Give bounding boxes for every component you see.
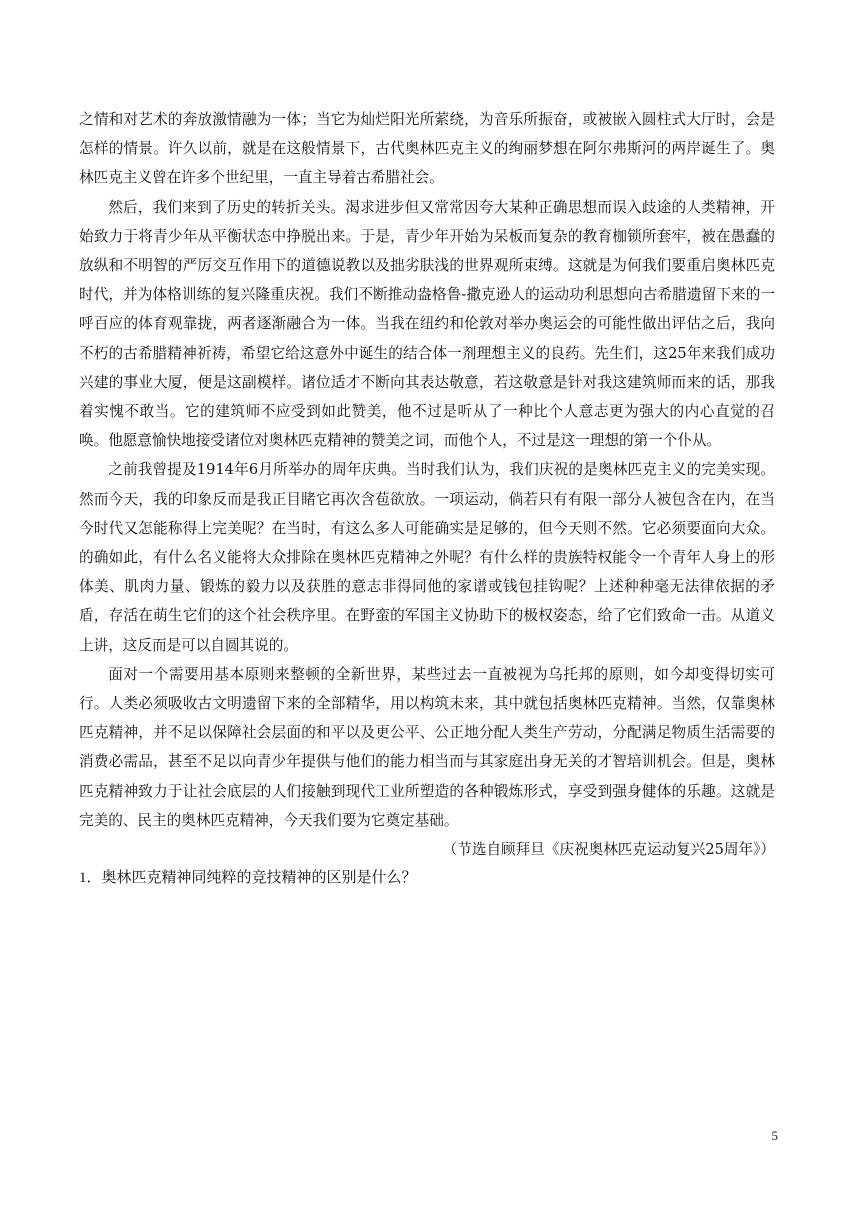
question-1: 1．奥林匹克精神同纯粹的竞技精神的区别是什么？ bbox=[79, 870, 417, 887]
paragraph-1: 之情和对艺术的奔放激情融为一体；当它为灿烂阳光所萦绕，为音乐所振奋，或被嵌入圆柱式大厅时，会是怎样的情景。许久以前，就是在这般情景下，古代奥林匹克主义的绚丽梦想在阿尔弗斯河的两岸诞生了。奥林匹克主义曾在许多个世纪里，一直主导着古希腊社会。 bbox=[79, 111, 775, 187]
paragraph-2: 然后，我们来到了历史的转折关头。渴求进步但又常常因夸大某种正确思想而误入歧途的人类精神，开始致力于将青少年从平衡状态中挣脱出来。于是，青少年开始为呆板而复杂的教育枷锁所套牢，被在愚蠢的放纵和不明智的严厉交互作用下的道德说教以及拙劣肤浅的世界观所束缚。这就是为何我们要重启奥林匹克时代，并为体格训练的复兴隆重庆祝。我们不断推动盎格鲁-撒克逊人的运动功利思想向古希腊遗留下来的一呼百应的体育观靠拢，两者逐渐融合为一体。当我在纽约和伦敦对举办奥运会的可能性做出评估之后，我向不朽的古希腊精神祈祷，希望它给这意外中诞生的结合体一剂理想主义的良药。先生们，这25年来我们成功兴建的事业大厦，便是这副模样。诸位适才不断向其表达敬意，若这敬意是针对我这建筑师而来的话，那我着实愧不敢当。它的建筑师不应受到如此赞美，他不过是听从了一种比个人意志更为强大的内心直觉的召唤。他愿意愉快地接受诸位对奥林匹克精神的赞美之词，而他个人，不过是这一理想的第一个仆从。 bbox=[79, 198, 775, 450]
page-number: 5 bbox=[771, 1128, 778, 1143]
source-citation: （节选自顾拜旦《庆祝奥林匹克运动复兴25周年》） bbox=[442, 841, 775, 859]
paragraph-3: 之前我曾提及1914年6月所举办的周年庆典。当时我们认为，我们庆祝的是奥林匹克主义的完美实现。然而今天，我的印象反而是我正目睹它再次含苞欲放。一项运动，倘若只有有限一部分人被包含在内，在当今时代又怎能称得上完美呢？在当时，有这么多人可能确实是足够的，但今天则不然。它必须要面向大众。的确如此，有什么名义能将大众排除在奥林匹克精神之外呢？有什么样的贵族特权能令一个青年人身上的形体美、肌肉力量、锻炼的毅力以及获胜的意志非得同他的家谱或钱包挂钩呢？上述种种毫无法律依据的矛盾，存活在萌生它们的这个社会秩序里。在野蛮的军国主义协助下的极权姿态，给了它们致命一击。从道义上讲，这反而是可以自圆其说的。 bbox=[79, 461, 775, 654]
paragraph-4: 面对一个需要用基本原则来整顿的全新世界，某些过去一直被视为乌托邦的原则，如今却变得切实可行。人类必须吸收古文明遗留下来的全部精华，用以构筑未来，其中就包括奥林匹克精神。当然，仅靠奥林匹克精神，并不足以保障社会层面的和平以及更公平、公正地分配人类生产劳动，分配满足物质生活需要的消费必需品，甚至不足以向青少年提供与他们的能力相当而与其家庭出身无关的才智培训机会。但是，奥林匹克精神致力于让社会底层的人们接触到现代工业所塑造的各种锻炼形式，享受到强身健体的乐趣。这就是完美的、民主的奥林匹克精神，今天我们要为它奠定基础。 bbox=[79, 665, 775, 829]
article-body bbox=[79, 105, 775, 893]
